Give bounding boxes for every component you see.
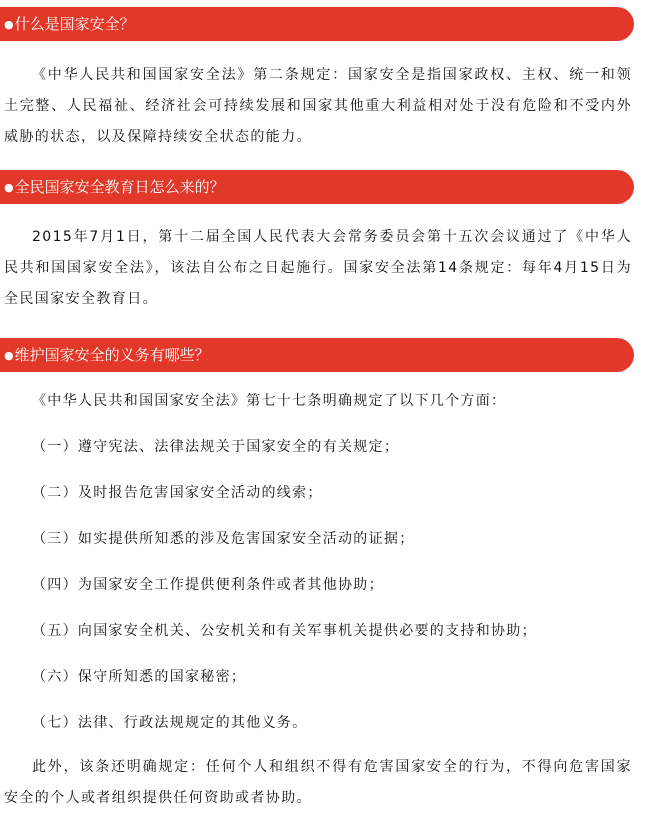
list-item: （一）遵守宪法、法律法规关于国家安全的有关规定； <box>32 439 400 455</box>
bullet-icon: ● <box>4 181 14 194</box>
section-closing-paragraph: 此外，该条还明确规定：任何个人和组织不得有危害国家安全的行为，不得向危害国家安全的个人或者组织提供任何资助或者协助。 <box>4 759 632 806</box>
list-item: （七）法律、行政法规规定的其他义务。 <box>32 715 308 731</box>
section-heading-text: 全民国家安全教育日怎么来的？ <box>14 178 225 196</box>
bullet-icon: ● <box>4 18 14 31</box>
list-item: （四）为国家安全工作提供便利条件或者其他协助； <box>32 577 384 593</box>
section-heading-text: 什么是国家安全？ <box>14 15 135 33</box>
section-heading-education-day-origin <box>0 170 634 204</box>
list-item: （六）保守所知悉的国家秘密； <box>32 669 247 685</box>
section-paragraph: 《中华人民共和国国家安全法》第二条规定：国家安全是指国家政权、主权、统一和领土完整、人民福祉、经济社会可持续发展和国家其他重大利益相对处于没有危险和不受内外威胁的状态，以及保障持续安全状态的能力。 <box>4 67 632 145</box>
bullet-icon: ● <box>4 349 14 362</box>
list-item: （五）向国家安全机关、公安机关和有关军事机关提供必要的支持和协助； <box>32 623 537 639</box>
section-intro: 《中华人民共和国国家安全法》第七十七条明确规定了以下几个方面： <box>32 393 507 409</box>
list-item: （二）及时报告危害国家安全活动的线索； <box>32 485 323 501</box>
section-heading-obligations <box>0 338 634 372</box>
section-heading-text: 维护国家安全的义务有哪些？ <box>14 346 210 364</box>
section-paragraph: 2015年7月1日，第十二届全国人民代表大会常务委员会第十五次会议通过了《中华人民共和国国家安全法》，该法自公布之日起施行。国家安全法第14条规定：每年4月15日为全民国家安全教育日。 <box>4 229 632 307</box>
list-item: （三）如实提供所知悉的涉及危害国家安全活动的证据； <box>32 531 415 547</box>
section-heading-what-is-national-security <box>0 7 634 41</box>
